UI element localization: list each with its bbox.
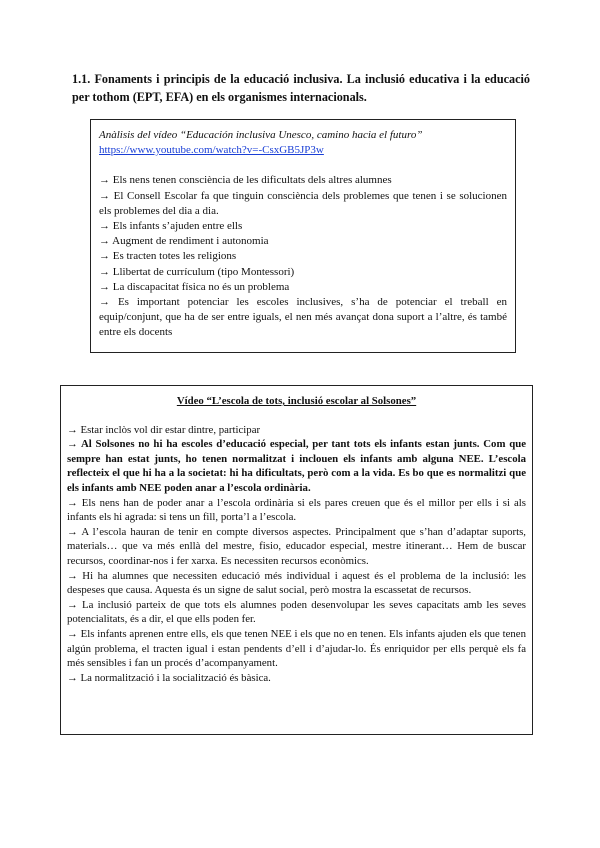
section-heading: 1.1. Fonaments i principis de la educació inclusiva. La inclusió educativa i la educació per tothom (EPT, EFA) en els organismes internacionals. [72, 72, 530, 104]
video-analysis-title: Anàlisis del vídeo “Educación inclusiva Unesco, camino hacia el futuro” [99, 129, 423, 141]
list-item: → Els infants aprenen entre ells, els que tenen NEE i els que no en tenen. Els infants ajuden els que tenen algún problema, el tracten igual i estan pendents d’ell i d’ajudar-lo. És enriquidor per ells perquè els fa més sensibles i fan un procés d’acompanyament. [67, 627, 526, 670]
list-item-bold: → Al Solsones no hi ha escoles d’educació especial, per tant tots els infants estan junts. Com que sempre han estat junts, ho tenen normalitzat i inclouen els infants amb alguna NEE. L’escola reflecteix el que hi ha a la societat: hi ha dificultats, però com a la vida. Es bo que es normalitzi que els infants amb NEE poden anar a l’escola ordinària. [67, 438, 526, 494]
list-item: → Els nens tenen consciència de les dificultats dels altres alumnes [99, 174, 392, 187]
list-item: → Augment de rendiment i autonomia [99, 235, 269, 248]
list-item: → Es important potenciar les escoles inclusives, s’ha de potenciar el treball en equip/conjunt, que ha de ser entre iguals, el nen més avançat dona suport a l’altre, és també entre els docents [99, 296, 507, 339]
list-item: → La normalització i la socialització és bàsica. [67, 671, 271, 684]
video-analysis-box [90, 119, 516, 353]
list-item: → Els infants s’ajuden entre ells [99, 220, 243, 233]
video-summary-box [60, 385, 533, 735]
list-item: → La inclusió parteix de que tots els alumnes poden desenvolupar les seves capacitats amb les seves potencialitats, és a dir, el que ells poden fer. [67, 598, 526, 626]
list-item: → A l’escola hauran de tenir en compte diversos aspectes. Principalment que s’han d’adaptar suports, materials… que va més enllà del mestre, fisio, educador especial, mestre itinerant… Hem de buscar recursos, coordinar-nos i fer xarxa. Es necessiten recursos econòmics. [67, 525, 526, 567]
list-item: → Llibertat de currículum (tipo Montessori) [99, 265, 295, 278]
list-item: → Es tracten totes les religions [99, 250, 237, 263]
list-item: → La discapacitat física no és un problema [99, 280, 290, 293]
list-item: → Estar inclòs vol dir estar dintre, participar [67, 423, 261, 436]
list-item: → El Consell Escolar fa que tinguin consciència dels problemes que tenen i se solucionen els problemes del dia a dia. [99, 189, 507, 217]
list-item: → Hi ha alumnes que necessiten educació més individual i aquest és el problema de la inclusió: les despeses que causa. Aquesta és un signe de salut social, però mostra la escassetat de recursos. [67, 569, 526, 597]
youtube-link[interactable]: https://www.youtube.com/watch?v=-CsxGB5JP3w [99, 144, 324, 157]
video-summary-title: Vídeo “L’escola de tots, inclusió escolar al Solsones” [176, 395, 417, 407]
list-item: → Els nens han de poder anar a l’escola ordinària si els pares creuen que és el millor per ells i si als infants els hi agrada: si tens un fill, porta’l a l’escola. [67, 496, 526, 524]
